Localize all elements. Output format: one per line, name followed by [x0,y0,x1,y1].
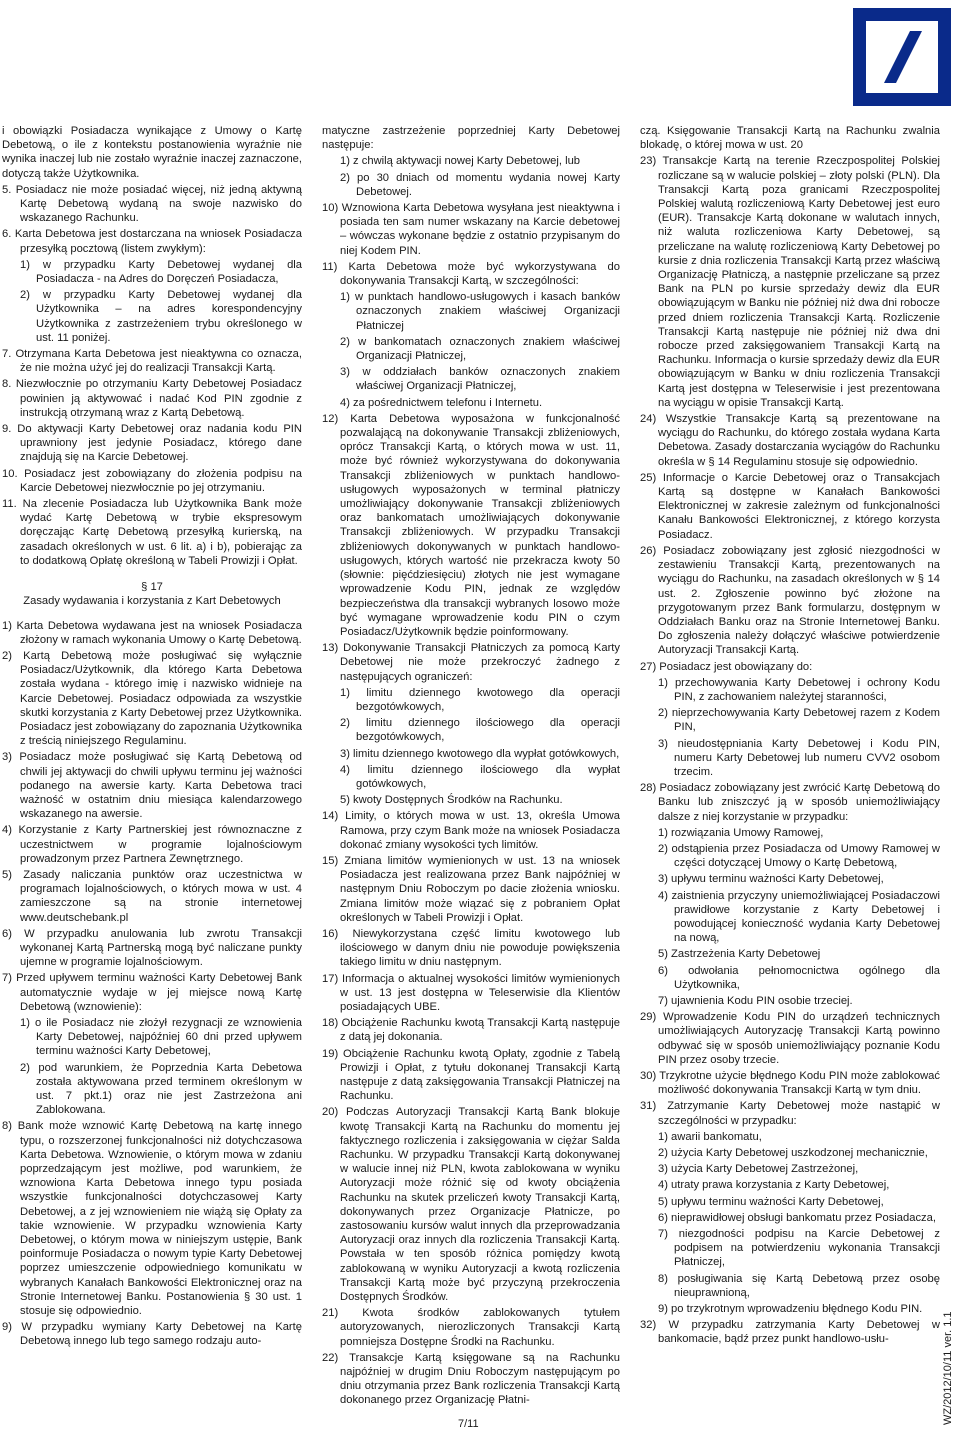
rule-31-item-1: 1) awarii bankomatu, [658,1130,762,1143]
rule-23: 23) Transakcje Kartą na terenie Rzeczpospolitej Polskiej rozliczane są w walucie polskiej – złoty polski (PLN). Dla Transakcji Kartą poza granicami Rzeczpospolitej Polskiej walutą rozliczeniową Karty Debetowej jest euro (EUR). Transakcje Kartą dokonane w walutach innych, niż waluta rozliczeniowa Karty Debetowej, są przeliczane na walutę rozliczeniową Karty Debetowej po kursie z dnia rozliczenia Transakcji Kartą przez właściwą Organizację Płatniczą, a następnie przeliczane są przez Bank na PLN po kursie sprzedaży dewiz dla EUR obowiązującym w Banku nie później niż dwa dni robocze przed dniem rozliczenia Transakcji Kartą. Rozliczenie Transakcji Kartą następuje nie później niż dwa dni robocze przed zaksięgowaniem Transakcji Kartą na Rachunku. Informacja o kursie sprzedaży dewiz dla EUR obowiązującym w Banku w dniu rozliczenia Transakcji Kartą jest dostępna w Teleserwisie i jest prezentowana na wyciągu w opisie Transakcji Kartą. [640,155,940,409]
rule-13-item-5: 5) kwoty Dostępnych Środków na Rachunku. [340,794,563,807]
rule-32: 32) W przypadku zatrzymania Karty Debetowej w bankomacie, bądź przez punkt handlowo-usłu- [640,1319,940,1346]
rule-2: 2) Kartą Debetową może posługiwać się wyłącznie Posiadacz/Użytkownik, dla którego Karta Debetowa została wydana - którego imię i nazwisko widnieje na Karcie Debetowej. Posiadacz odpowiada za wszystkie skutki korzystania z Karty Debetowej przez Użytkownika. Posiadacz jest zobowiązany do zapoznania Użytkownika z treścią niniejszego Regulaminu. [2,649,302,748]
rule-11-item-1: 1) w punktach handlowo-usługowych i kasach banków oznaczonych znakiem właściwej Organizacji Płatniczej [340,291,620,332]
paragraph: czą. Księgowanie Transakcji Kartą na Rachunku zwalnia blokadę, o której mowa w ust. 20 [640,125,940,152]
rule-22: 22) Transakcje Kartą księgowane są na Rachunku najpóźniej w drugim Dniu Roboczym następującym po dniu otrzymania przez Bank rozliczenia Transakcji Kartą dokonanego przez Organizację Płatni- [322,1351,620,1407]
rule-27-item-3: 3) nieudostępniania Karty Debetowej i Kodu PIN, numeru Karty Debetowej lub numeru CVV2 osobom trzecim. [658,737,940,778]
rule-11-item-3: 3) w oddziałach banków oznaczonych znakiem właściwej Organizacji Płatniczej, [340,366,620,393]
rule-13-item-3: 3) limitu dziennego kwotowego dla wypłat gotówkowych, [340,747,620,760]
text-column-1 [2,124,302,1351]
deutsche-bank-logo [853,8,951,106]
rule-28-item-5: 5) Zastrzeżenia Karty Debetowej [658,948,821,961]
rule-31-item-7: 7) niezgodności podpisu na Karcie Debetowej z podpisem na potwierdzeniu wykonania Transakcji Płatniczej, [658,1228,940,1269]
rule-21: 21) Kwota środków zablokowanych tytułem autoryzowanych, nierozliczonych Transakcji Kartą pomniejsza Dostępne Środki na Rachunku. [322,1307,620,1348]
rule-24: 24) Wszystkie Transakcje Kartą są prezentowane na wyciągu do Rachunku, do którego została wydana Karta Debetowa. Zasady dostarczania wyciągów do Rachunku określa w § 14 Regulaminu stosuje się odpowiednio. [640,413,940,468]
paragraph-8: 8. Niezwłocznie po otrzymaniu Karty Debetowej Posiadacz powinien ją aktywować i nadać Kod PIN zgodnie z instrukcją otrzymaną wraz z Kartą Debetową. [2,378,302,419]
rule-10: 10) Wznowiona Karta Debetowa wysyłana jest nieaktywna i posiada ten sam numer wskazany na Karcie debetowej – wówczas wykonane będzie z ostatnio przypisanym do niej Kodem PIN. [322,202,620,257]
paragraph: i obowiązki Posiadacza wynikające z Umowy o Kartę Debetową, o ile z kontekstu postanowienia wyraźnie nie wynika inaczej lub nie zostało wyraźnie inaczej zaznaczone, dotyczą także Użytkownika. [2,125,302,180]
rule-26: 26) Posiadacz zobowiązany jest zgłosić niezgodności w zestawieniu Transakcji Kartą, prezentowanych na wyciągu do Rachunku, na zasadach określonych w § 14 ust. 2. Zgłoszenie powinno być złożone na przygotowanym przez Bank formularzu, dostępnym w Oddziałach Banku oraz na Stronie Internetowej Banku. Do zgłoszenia należy dołączyć właściwe potwierdzenie Autoryzacji Transakcji Kartą. [640,544,940,657]
rule-19: 19) Obciążenie Rachunku kwotą Opłaty, zgodnie z Tabelą Prowizji i Opłat, z tytułu dokonanej Transakcji Kartą następuje z datą zaksięgowania Transakcji Płatniczej na Rachunku. [322,1047,620,1103]
paragraph-5: 5. Posiadacz nie może posiadać więcej, niż jedną aktywną Kartę Debetową wydaną na swoje nazwisko do wskazanego Rachunku. [2,183,302,225]
rule-8: 8) Bank może wznowić Kartę Debetową na kartę innego typu, o rozszerzonej funkcjonalności niż dotychczasowa Karta Debetowa. Wznowienie, o którym mowa w zdaniu poprzedzającym jest możliwe, pod warunkiem, że wznowiona Karta Debetowa innego typu posiada wszystkie funkcjonalności dotychczasowej Karty Debetowej, a z jej wznowieniem nie wiążą się Opłaty za takie wznowienie. W przypadku wznowienia Karty Debetowej, o którym mowa w niniejszym ustępie, Bank poinformuje Posiadacza o nowym typie Karty Debetowej poprzez umieszczenie odpowiedniego komunikatu w wybranych Kanałach Bankowości Elektronicznej oraz na Stronie Internetowej Banku. Postanowienia § 30 ust. 1 stosuje się odpowiednio. [2,1120,302,1318]
rule-31-item-5: 5) upływu terminu ważności Karty Debetowej, [658,1195,884,1208]
rule-28-item-7: 7) ujawnienia Kodu PIN osobie trzeciej. [658,994,853,1007]
paragraph-11: 11. Na zlecenie Posiadacza lub Użytkownika Bank może wydać Kartę Debetową w trybie ekspresowym doręczając Kartę Debetową przesyłką kurierską, na zasadach określonych w ust. 6 lit. a) i b), pobierając za to dodatkową Opłatę określoną w Tabeli Prowizji i Opłat. [2,498,302,567]
rule-31-item-3: 3) użycia Karty Debetowej Zastrzeżonej, [658,1163,859,1176]
rule-14: 14) Limity, o których mowa w ust. 13, określa Umowa Ramowa, przy czym Bank może na wniosek Posiadacza dokonać zmiany wysokości tych limitów. [322,810,620,851]
rule-11-item-2: 2) w bankomatach oznaczonych znakiem właściwej Organizacji Płatniczej, [340,335,620,363]
rule-28-item-1: 1) rozwiązania Umowy Ramowej, [658,826,824,839]
rule-31-item-9: 9) po trzykrotnym wprowadzeniu błędnego Kodu PIN. [658,1303,923,1316]
rule-9-item-2: 2) po 30 dniach od momentu wydania nowej Karty Debetowej. [340,171,620,198]
rule-31-item-2: 2) użycia Karty Debetowej uszkodzonej mechanicznie, [658,1147,928,1160]
rule-4: 4) Korzystanie z Karty Partnerskiej jest równoznaczne z uczestnictwem w programie lojalnościowym prowadzonym przez Partnera Zewnętrznego. [2,824,302,865]
rule-31-item-8: 8) posługiwania się Kartą Debetową przez osobę nieuprawnioną, [658,1272,940,1299]
rule-17: 17) Informacja o aktualnej wysokości limitów wymienionych w ust. 13 jest dostępna w Teleserwisie dla Klientów posiadających UBE. [322,972,620,1013]
rule-9-item-1: 1) z chwilą aktywacji nowej Karty Debetowej, lub [340,155,581,168]
rule-27: 27) Posiadacz jest obowiązany do: [640,660,813,673]
document-version: WZ/2012/10/11 ver. 1.1 [942,1311,954,1425]
rule-11-item-4: 4) za pośrednictwem telefonu i Internetu. [340,396,543,409]
rule-7-item-2: 2) pod warunkiem, że Poprzednia Karta Debetowa została aktywowana przed terminem określonym w ust. 7 pkt.1) oraz nie jest Zastrzeżona ani Zablokowana. [20,1061,302,1117]
rule-30: 30) Trzykrotne użycie błędnego Kodu PIN może zablokować możliwość dokonywania Transakcji Kartą w tym dniu. [640,1070,940,1097]
rule-28-item-2: 2) odstąpienia przez Posiadacza od Umowy Ramowej w części dotyczącej Umowy o Kartę Debetową, [658,842,940,870]
rule-13-item-1: 1) limitu dziennego kwotowego dla operacji bezgotówkowych, [340,686,620,713]
rule-11: 11) Karta Debetowa może być wykorzystywana do dokonywania Transakcji Kartą, w szczególności: [322,260,620,288]
text-column-3 [640,124,940,1349]
slash-logo-icon [877,31,929,83]
rule-12: 12) Karta Debetowa wyposażona w funkcjonalność pozwalającą na dokonywanie Transakcji zbliżeniowych, oprócz Transakcji Kartą, o których mowa w ust. 11, może być również wykorzystywana do dokonywania Transakcji zbliżeniowych w punktach handlowo-usługowych wyposażonych w terminal płatniczy umożliwiający dokonywanie Transakcji zbliżeniowych oraz bankomatach umożliwiających dokonywanie Transakcji zbliżeniowych. W przypadku Transakcji zbliżeniowych dokonywanych w punktach handlowo-usługowych, których wartość nie przekracza kwoty 50 (słownie: pięćdziesięciu) złotych nie jest wymagane wprowadzenie Kodu PIN, jednak ze względów bezpieczeństwa dla transakcji wybranych losowo może być wymagane wprowadzenie kodu PIN o czym Posiadacz/Użytkownik będzie poinformowany. [322,412,620,638]
rule-15: 15) Zmiana limitów wymienionych w ust. 13 na wniosek Posiadacza jest realizowana przez Bank najpóźniej w następnym Dniu Roboczym po dacie złożenia wniosku. Zmiana limitów może wiązać się z pobraniem Opłat określonych w Tabeli Prowizji i Opłat. [322,854,620,924]
rule-7: 7) Przed upływem terminu ważności Karty Debetowej Bank automatycznie wydaje w jej miejsce nową Kartę Debetową (wznowienie): [2,972,302,1013]
paragraph-6: 6. Karta Debetowa jest dostarczana na wniosek Posiadacza przesyłką pocztową (listem zwykłym): [2,228,302,255]
rule-20: 20) Podczas Autoryzacji Transakcji Kartą Bank blokuje kwotę Transakcji Kartą na Rachunku do momentu jej faktycznego rozliczenia i zaksięgowania w ciężar Salda Rachunku. W przypadku Transakcji Kartą dokonywanej w walucie innej niż PLN, kwota zablokowana w wyniku Autoryzacji może różnić się od kwoty obciążenia Rachunku na skutek przeliczeń kwoty Transakcji Kartą, dokonywanych przez Organizacje Płatnicze, po zastosowaniu kursów walut innych dla przeprowadzania Autoryzacji oraz innych dla rozliczenia Transakcji Kartą. Powstała w ten sposób różnica pomiędzy kwotą zablokowaną w wyniku Autoryzacji a kwotą rozliczenia Transakcji Kartą może być przyczyną przekroczenia Dostępnych Środków. [322,1106,620,1304]
paragraph-10: 10. Posiadacz jest zobowiązany do złożenia podpisu na Karcie Debetowej niezwłocznie po jej otrzymaniu. [2,467,302,494]
rule-13-item-2: 2) limitu dziennego ilościowego dla operacji bezgotówkowych, [340,717,620,744]
rule-16: 16) Niewykorzystana część limitu kwotowego lub ilościowego w danym dniu nie powoduje powiększenia takiego limitu w dniu następnym. [322,927,620,969]
paragraph: matyczne zastrzeżenie poprzedniej Karty Debetowej następuje: [322,125,620,152]
rule-6: 6) W przypadku anulowania lub zwrotu Transakcji wykonanej Kartą Partnerską mogą być naliczane punkty ujemne w programie lojalnościowym. [2,927,302,969]
paragraph-6-item-1: 1) w przypadku Karty Debetowej wydanej dla Posiadacza - na Adres do Doręczeń Posiadacza, [20,258,302,286]
section-heading [2,580,302,608]
rule-7-item-1: 1) o ile Posiadacz nie złożył rezygnacji ze wznowienia Karty Debetowej, najpóźniej 60 dni przed upływem terminu ważności Karty Debetowej, [20,1016,302,1058]
rule-13-item-4: 4) limitu dziennego ilościowego dla wypłat gotówkowych, [340,763,620,790]
paragraph-6-item-2: 2) w przypadku Karty Debetowej wydanej dla Użytkownika – na adres korespondencyjny Użytkownika z zastrzeżeniem trybu określonego w ust. 11 poniżej. [20,289,302,344]
rule-27-item-2: 2) nieprzechowywania Karty Debetowej razem z Kodem PIN, [658,707,940,734]
section-number: § 17 [141,581,163,594]
paragraph-7: 7. Otrzymana Karta Debetowa jest nieaktywna co oznacza, że nie można użyć jej do realizacji Transakcji Kartą. [2,348,302,375]
rule-25: 25) Informacje o Karcie Debetowej oraz o Transakcjach Kartą są dostępne w Kanałach Bankowości Elektronicznej w zakresie zależnym od funkcjonalności Kanału Bankowości Elektronicznej, z którego korzysta Posiadacz. [640,471,940,541]
rule-1: 1) Karta Debetowa wydawana jest na wniosek Posiadacza złożony w ramach wykonania Umowy o Kartę Debetową. [2,619,302,646]
rule-13: 13) Dokonywanie Transakcji Płatniczych za pomocą Karty Debetowej nie może przekroczyć żadnego z następujących ograniczeń: [322,642,620,683]
rule-31-item-4: 4) utraty prawa korzystania z Karty Debetowej, [658,1179,890,1192]
rule-28: 28) Posiadacz zobowiązany jest zwrócić Kartę Debetową do Banku lub zniszczyć ją w sposób uniemożliwiający dalsze z niej korzystanie w przypadku: [640,782,940,823]
text-column-2 [322,124,620,1410]
section-title: Zasady wydawania i korzystania z Kart Debetowych [23,595,281,608]
page-number: 7/11 [458,1418,479,1430]
rule-9: 9) W przypadku wymiany Karty Debetowej na Kartę Debetową innego lub tego samego rodzaju auto- [2,1321,302,1348]
rule-5: 5) Zasady naliczania punktów oraz uczestnictwa w programach lojalnościowych, o których mowa w ust. 4 zamieszczone są na stronie internetowej www.deutschebank.pl [2,868,302,924]
rule-28-item-4: 4) zaistnienia przyczyny uniemożliwiającej Posiadaczowi prawidłowe korzystanie z Karty Debetowej i powodującej konieczność wydania Karty Debetowej na nową, [658,889,940,945]
rule-31: 31) Zatrzymanie Karty Debetowej może nastąpić w szczególności w przypadku: [640,1100,940,1127]
rule-3: 3) Posiadacz może posługiwać się Kartą Debetową od chwili jej aktywacji do chwili upływu terminu jej ważności podanego na awersie karty. Karta Debetowa traci ważność w ostatnim dniu miesiąca kalendarzowego wskazanego na awersie. [2,751,302,821]
rule-31-item-6: 6) nieprawidłowej obsługi bankomatu przez Posiadacza, [658,1211,936,1224]
rule-28-item-3: 3) upływu terminu ważności Karty Debetowej, [658,873,884,886]
rule-28-item-6: 6) odwołania pełnomocnictwa ogólnego dla Użytkownika, [658,964,940,991]
rule-27-item-1: 1) przechowywania Karty Debetowej i ochrony Kodu PIN, z zachowaniem należytej staranności, [658,676,940,703]
paragraph-9: 9. Do aktywacji Karty Debetowej oraz nadania kodu PIN uprawniony jest jedynie Posiadacz, którego dane znajdują się na Karcie Debetowej. [2,423,302,464]
rule-18: 18) Obciążenie Rachunku kwotą Transakcji Kartą następuje z datą jej dokonania. [322,1017,620,1044]
rule-29: 29) Wprowadzenie Kodu PIN do urządzeń technicznych umożliwiających Autoryzację Transakcji Kartą powinno odbywać się w sposób uniemożliwiający poznanie Kodu PIN przez osoby trzecie. [640,1011,940,1066]
